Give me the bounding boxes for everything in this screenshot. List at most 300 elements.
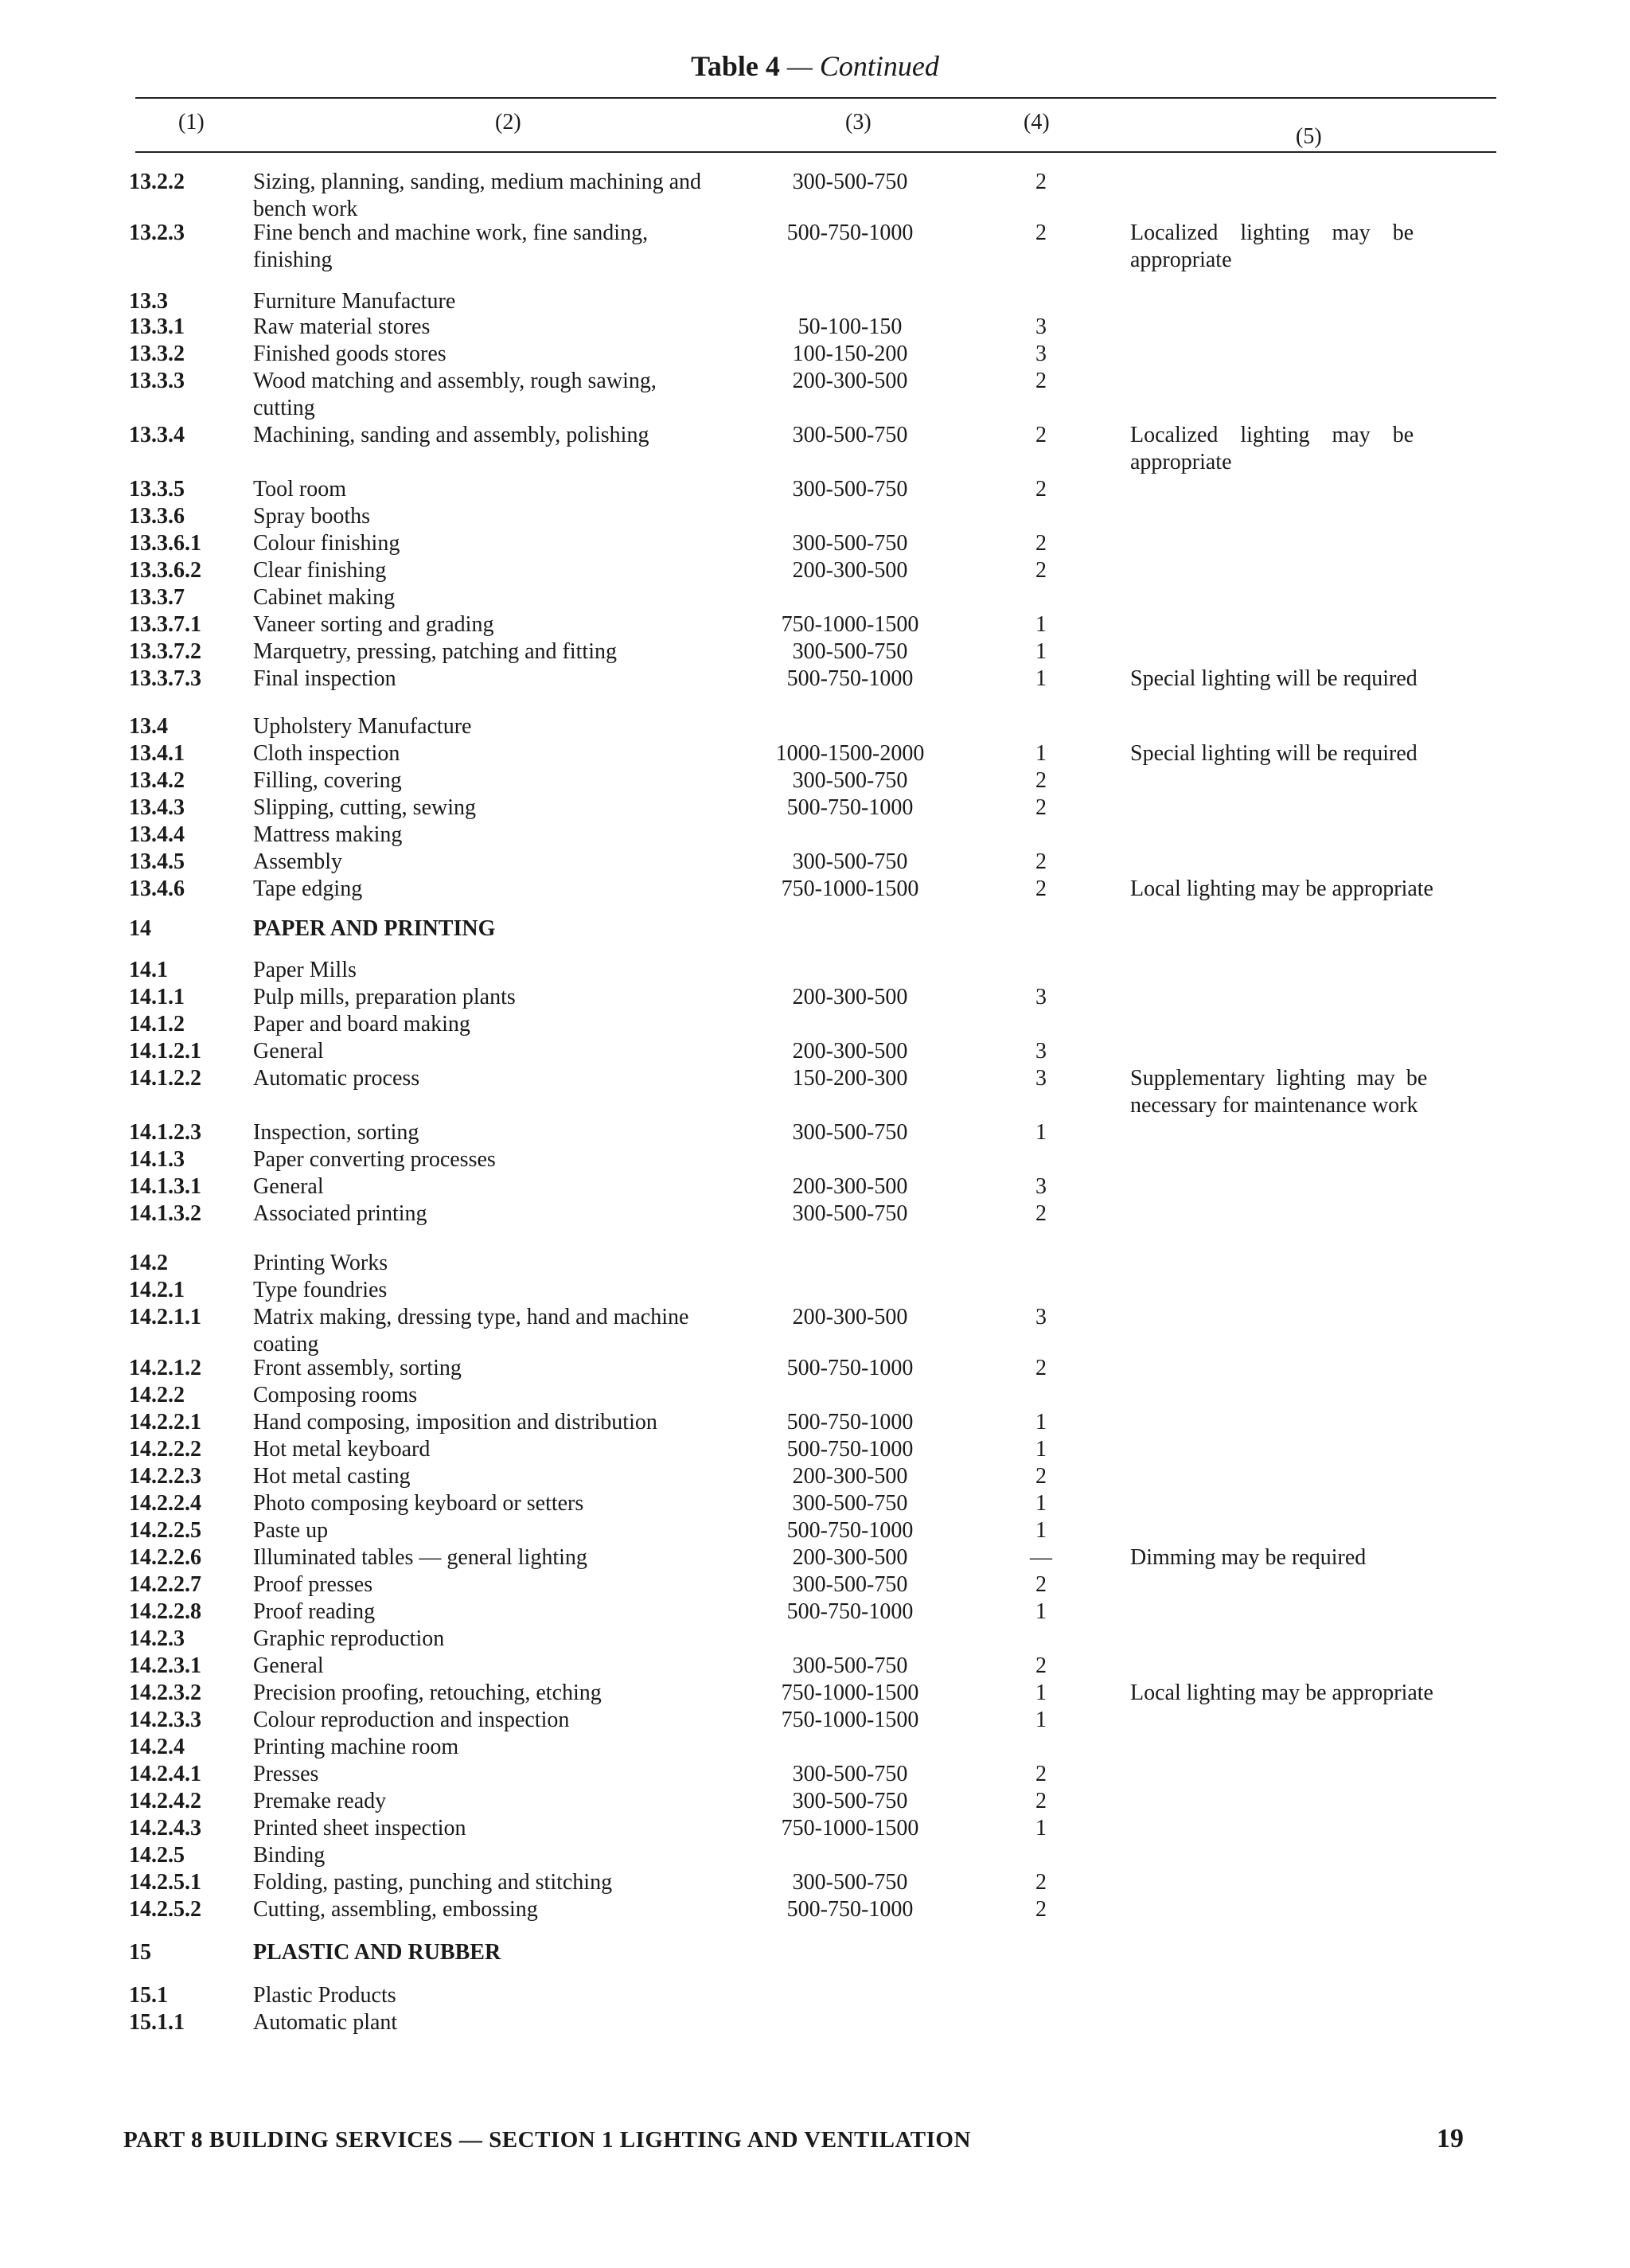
row-id: 14.2.4.3 bbox=[129, 1816, 201, 1841]
row-illuminance: 300-500-750 bbox=[792, 1762, 908, 1786]
table-row bbox=[0, 915, 1630, 943]
row-glare-class: 2 bbox=[1035, 1572, 1047, 1597]
table-row bbox=[0, 1119, 1630, 1146]
row-description-line: Finished goods stores bbox=[253, 342, 446, 366]
row-description-line: Automatic process bbox=[253, 1066, 420, 1091]
row-id: 14.2.3.1 bbox=[129, 1653, 201, 1678]
row-glare-class: 1 bbox=[1035, 666, 1047, 691]
row-remarks-continuation: appropriate bbox=[1130, 450, 1232, 474]
row-id: 15.1.1 bbox=[129, 2010, 185, 2035]
row-remarks-line: Localized lighting may be bbox=[1130, 221, 1414, 245]
row-illuminance: 500-750-1000 bbox=[786, 1437, 914, 1462]
row-description bbox=[253, 584, 395, 611]
row-id: 14.1.3 bbox=[129, 1147, 185, 1172]
row-illuminance: 500-750-1000 bbox=[786, 1356, 914, 1380]
row-illuminance: 500-750-1000 bbox=[786, 666, 914, 691]
row-description-line: Raw material stores bbox=[253, 314, 431, 339]
row-description bbox=[253, 767, 402, 794]
row-id: 14.2.3.3 bbox=[129, 1708, 201, 1732]
row-description-line: Printed sheet inspection bbox=[253, 1816, 466, 1841]
row-description bbox=[253, 1869, 612, 1896]
row-description bbox=[253, 314, 430, 341]
row-glare-class: 2 bbox=[1035, 1201, 1047, 1226]
table-row bbox=[0, 288, 1630, 315]
row-description-line: Assembly bbox=[253, 849, 342, 874]
row-description bbox=[253, 1038, 324, 1065]
row-description bbox=[253, 1277, 387, 1304]
row-illuminance: 750-1000-1500 bbox=[781, 1708, 919, 1732]
table-row bbox=[0, 1982, 1630, 2009]
row-description-line: Associated printing bbox=[253, 1201, 427, 1226]
row-description bbox=[253, 1982, 396, 2009]
table-row bbox=[0, 1146, 1630, 1173]
row-description-line: Proof reading bbox=[253, 1599, 376, 1624]
row-id: 14.1.3.2 bbox=[129, 1201, 201, 1226]
row-description bbox=[253, 220, 648, 274]
row-id: 14.1.1 bbox=[129, 985, 185, 1009]
row-id: 13.3.7.1 bbox=[129, 612, 201, 637]
row-id: 14.2.4.2 bbox=[129, 1789, 201, 1813]
table-row bbox=[0, 1544, 1630, 1571]
page-footer: PART 8 BUILDING SERVICES — SECTION 1 LIGHTING AND VENTILATION bbox=[123, 2127, 971, 2153]
table-row bbox=[0, 584, 1630, 611]
row-glare-class: 2 bbox=[1035, 768, 1047, 793]
table-row bbox=[0, 1250, 1630, 1277]
row-description bbox=[253, 1707, 569, 1734]
row-description bbox=[253, 1544, 587, 1571]
row-id: 13.3.6 bbox=[129, 504, 185, 529]
row-description-line: Mattress making bbox=[253, 822, 403, 847]
row-description-line: Photo composing keyboard or setters bbox=[253, 1491, 584, 1516]
row-description bbox=[253, 740, 400, 767]
row-description-line: Cloth inspection bbox=[253, 741, 400, 766]
row-glare-class: 2 bbox=[1035, 1870, 1047, 1895]
row-description-line: Matrix making, dressing type, hand and machine bbox=[253, 1305, 689, 1329]
table-row bbox=[0, 1490, 1630, 1517]
row-description bbox=[253, 1490, 583, 1517]
row-description bbox=[253, 1011, 470, 1038]
row-illuminance: 300-500-750 bbox=[792, 477, 908, 502]
row-glare-class: 3 bbox=[1035, 342, 1047, 366]
row-glare-class: 3 bbox=[1035, 314, 1047, 339]
row-id: 14.2.2.3 bbox=[129, 1464, 201, 1489]
row-glare-class: 1 bbox=[1035, 1708, 1047, 1732]
row-illuminance: 750-1000-1500 bbox=[781, 876, 919, 901]
row-description bbox=[253, 1571, 372, 1599]
row-remarks-line: Special lighting will be required bbox=[1130, 666, 1417, 691]
row-description bbox=[253, 1761, 318, 1788]
table-row bbox=[0, 1200, 1630, 1228]
row-glare-class: 1 bbox=[1035, 1681, 1047, 1705]
table-row bbox=[0, 1355, 1630, 1382]
row-description-line: Final inspection bbox=[253, 666, 396, 691]
table-row bbox=[0, 1409, 1630, 1436]
row-id: 14.2.4.1 bbox=[129, 1762, 201, 1786]
row-id: 14.1.2.2 bbox=[129, 1066, 201, 1091]
table-row bbox=[0, 713, 1630, 740]
table-row bbox=[0, 314, 1630, 341]
row-illuminance: 200-300-500 bbox=[792, 369, 908, 393]
table-row bbox=[0, 1653, 1630, 1680]
row-description-line: Upholstery Manufacture bbox=[253, 714, 472, 739]
row-description-line: Paste up bbox=[253, 1518, 329, 1543]
row-id: 13.3.6.1 bbox=[129, 531, 201, 556]
row-glare-class: 2 bbox=[1035, 1464, 1047, 1489]
row-description-line: Printing machine room bbox=[253, 1735, 459, 1759]
row-glare-class: 2 bbox=[1035, 1789, 1047, 1813]
column-header-5: (5) bbox=[1296, 124, 1322, 149]
row-description bbox=[253, 341, 446, 368]
row-glare-class: 2 bbox=[1035, 221, 1047, 245]
row-id: 14.2.2.6 bbox=[129, 1545, 201, 1570]
row-glare-class: 2 bbox=[1035, 876, 1047, 901]
row-remarks-line: Dimming may be required bbox=[1130, 1545, 1367, 1570]
row-id: 13.4 bbox=[129, 714, 168, 739]
row-illuminance: 300-500-750 bbox=[792, 531, 908, 556]
table-row bbox=[0, 1038, 1630, 1065]
row-description bbox=[253, 666, 396, 693]
row-id: 14.2.2.7 bbox=[129, 1572, 201, 1597]
row-glare-class: 1 bbox=[1035, 741, 1047, 766]
column-header-4: (4) bbox=[1024, 110, 1050, 135]
row-glare-class: 1 bbox=[1035, 1437, 1047, 1462]
table-row bbox=[0, 1599, 1630, 1626]
row-description-line: Folding, pasting, punching and stitching bbox=[253, 1870, 613, 1895]
row-description-line: Paper and board making bbox=[253, 1012, 470, 1036]
table-row bbox=[0, 822, 1630, 849]
row-description-line: Colour reproduction and inspection bbox=[253, 1708, 570, 1732]
row-description bbox=[253, 915, 495, 943]
table-row bbox=[0, 1761, 1630, 1788]
table-title-label: Table 4 bbox=[691, 50, 780, 82]
row-illuminance: 300-500-750 bbox=[792, 639, 908, 664]
row-glare-class: 2 bbox=[1035, 795, 1047, 820]
row-illuminance: 500-750-1000 bbox=[786, 1897, 914, 1922]
row-illuminance: 1000-1500-2000 bbox=[775, 741, 925, 766]
row-description bbox=[253, 1939, 501, 1966]
table-row bbox=[0, 476, 1630, 503]
row-id: 13.2.2 bbox=[129, 170, 185, 194]
row-glare-class: 2 bbox=[1035, 849, 1047, 874]
row-description-line: Paper converting processes bbox=[253, 1147, 496, 1172]
row-id: 14.1.2 bbox=[129, 1012, 185, 1036]
row-id: 14.1.3.1 bbox=[129, 1174, 201, 1199]
row-glare-class: 2 bbox=[1035, 477, 1047, 502]
row-description-line: Vaneer sorting and grading bbox=[253, 612, 494, 637]
row-id: 13.3.1 bbox=[129, 314, 185, 339]
table-row bbox=[0, 2009, 1630, 2036]
row-id: 14.2.2.5 bbox=[129, 1518, 201, 1543]
row-description bbox=[253, 1250, 388, 1277]
row-glare-class: 1 bbox=[1035, 1816, 1047, 1841]
table-top-rule bbox=[135, 97, 1496, 99]
row-description-line: Colour finishing bbox=[253, 531, 400, 556]
row-description bbox=[253, 713, 471, 740]
row-description bbox=[253, 611, 493, 638]
row-description bbox=[253, 1304, 688, 1358]
table-row bbox=[0, 794, 1630, 822]
row-id: 14.2.5 bbox=[129, 1843, 185, 1868]
table-row bbox=[0, 1788, 1630, 1815]
row-description bbox=[253, 1517, 328, 1544]
row-illuminance: 300-500-750 bbox=[792, 423, 908, 447]
table-row bbox=[0, 1382, 1630, 1409]
row-id: 14.2.1.1 bbox=[129, 1305, 201, 1329]
row-remarks bbox=[1130, 740, 1417, 767]
row-remarks-continuation: appropriate bbox=[1130, 248, 1232, 272]
row-description bbox=[253, 1382, 417, 1409]
row-description-line: Proof presses bbox=[253, 1572, 373, 1597]
row-glare-class: 3 bbox=[1035, 1066, 1047, 1091]
row-illuminance: 150-200-300 bbox=[792, 1066, 908, 1091]
row-glare-class: 1 bbox=[1035, 612, 1047, 637]
row-id: 14.1.2.1 bbox=[129, 1039, 201, 1064]
row-description bbox=[253, 1355, 462, 1382]
row-description-line: Wood matching and assembly, rough sawing, bbox=[253, 369, 657, 393]
table-row bbox=[0, 611, 1630, 638]
row-description-line: Hot metal casting bbox=[253, 1464, 411, 1489]
row-id: 13.3.2 bbox=[129, 342, 185, 366]
row-glare-class: 1 bbox=[1035, 1518, 1047, 1543]
row-description-continuation: cutting bbox=[253, 396, 315, 420]
row-illuminance: 200-300-500 bbox=[792, 1039, 908, 1064]
row-id: 14.2.1 bbox=[129, 1278, 185, 1302]
row-id: 15 bbox=[129, 1940, 151, 1965]
row-id: 14.2.2.1 bbox=[129, 1410, 201, 1435]
table-row bbox=[0, 849, 1630, 876]
row-id: 13.4.2 bbox=[129, 768, 185, 793]
row-remarks-line: Localized lighting may be bbox=[1130, 423, 1414, 447]
table-title-suffix: — Continued bbox=[786, 50, 939, 82]
row-description bbox=[253, 822, 402, 849]
row-id: 13.3 bbox=[129, 289, 168, 314]
column-header-2: (2) bbox=[495, 110, 521, 135]
row-glare-class: 2 bbox=[1035, 170, 1047, 194]
header-bottom-rule bbox=[135, 151, 1496, 153]
row-id: 13.3.7.3 bbox=[129, 666, 201, 691]
row-id: 13.4.3 bbox=[129, 795, 185, 820]
table-row bbox=[0, 1517, 1630, 1544]
row-description-line: Paper Mills bbox=[253, 958, 357, 982]
row-remarks bbox=[1130, 666, 1417, 693]
table-row bbox=[0, 1463, 1630, 1490]
row-description-line: Composing rooms bbox=[253, 1383, 418, 1407]
row-id: 14 bbox=[129, 916, 151, 941]
row-description-line: Spray booths bbox=[253, 504, 370, 529]
table-row bbox=[0, 1011, 1630, 1038]
row-id: 14.2.1.2 bbox=[129, 1356, 201, 1380]
row-description-line: Filling, covering bbox=[253, 768, 402, 793]
row-description-line: Furniture Manufacture bbox=[253, 289, 456, 314]
table-row bbox=[0, 341, 1630, 368]
row-description bbox=[253, 530, 400, 557]
column-header-3: (3) bbox=[845, 110, 872, 135]
row-illuminance: 300-500-750 bbox=[792, 1870, 908, 1895]
row-illuminance: 500-750-1000 bbox=[786, 1518, 914, 1543]
row-description bbox=[253, 1653, 324, 1680]
row-illuminance: 100-150-200 bbox=[792, 342, 908, 366]
table-row bbox=[0, 557, 1630, 584]
row-description-line: Machining, sanding and assembly, polishing bbox=[253, 423, 649, 447]
row-id: 14.2.2.4 bbox=[129, 1491, 201, 1516]
row-id: 14.2.2.8 bbox=[129, 1599, 201, 1624]
row-glare-class: 2 bbox=[1035, 558, 1047, 583]
table-row bbox=[0, 503, 1630, 530]
table-row bbox=[0, 1680, 1630, 1707]
table-row bbox=[0, 422, 1630, 474]
row-id: 13.3.6.2 bbox=[129, 558, 201, 583]
table-row bbox=[0, 1896, 1630, 1923]
row-illuminance: 750-1000-1500 bbox=[781, 1681, 919, 1705]
row-illuminance: 50-100-150 bbox=[797, 314, 903, 339]
table-row bbox=[0, 876, 1630, 903]
table-row bbox=[0, 1939, 1630, 1966]
row-glare-class: 2 bbox=[1035, 423, 1047, 447]
row-description-line: Slipping, cutting, sewing bbox=[253, 795, 476, 820]
row-id: 13.3.7.2 bbox=[129, 639, 201, 664]
row-description-line: General bbox=[253, 1653, 324, 1678]
table-row bbox=[0, 957, 1630, 984]
row-description bbox=[253, 1599, 375, 1626]
row-remarks bbox=[1130, 1544, 1366, 1571]
row-glare-class: 1 bbox=[1035, 1491, 1047, 1516]
row-glare-class: — bbox=[1030, 1545, 1052, 1570]
row-description-line: Inspection, sorting bbox=[253, 1120, 419, 1145]
table-row bbox=[0, 1304, 1630, 1357]
row-illuminance: 300-500-750 bbox=[792, 1789, 908, 1813]
row-glare-class: 1 bbox=[1035, 1120, 1047, 1145]
row-description-line: Illuminated tables — general lighting bbox=[253, 1545, 587, 1570]
row-description-line: Sizing, planning, sanding, medium machining and bbox=[253, 170, 702, 194]
row-description bbox=[253, 1815, 466, 1842]
row-description bbox=[253, 1065, 419, 1092]
row-illuminance: 300-500-750 bbox=[792, 768, 908, 793]
row-glare-class: 2 bbox=[1035, 1653, 1047, 1678]
row-description-line: Plastic Products bbox=[253, 1983, 396, 2008]
row-description-line: Cabinet making bbox=[253, 585, 396, 610]
table-row bbox=[0, 1277, 1630, 1304]
row-description bbox=[253, 476, 346, 503]
row-id: 13.3.4 bbox=[129, 423, 185, 447]
row-description bbox=[253, 422, 649, 449]
row-description-line: Binding bbox=[253, 1843, 326, 1868]
row-description-line: PAPER AND PRINTING bbox=[253, 916, 496, 941]
row-illuminance: 300-500-750 bbox=[792, 1491, 908, 1516]
row-illuminance: 300-500-750 bbox=[792, 1653, 908, 1678]
row-remarks bbox=[1130, 422, 1414, 476]
table-row bbox=[0, 1707, 1630, 1734]
row-id: 13.4.1 bbox=[129, 741, 185, 766]
table-row bbox=[0, 638, 1630, 666]
row-description-line: Pulp mills, preparation plants bbox=[253, 985, 516, 1009]
row-description bbox=[253, 1200, 427, 1228]
row-description-continuation: finishing bbox=[253, 248, 333, 272]
table-row bbox=[0, 1065, 1630, 1118]
row-description-line: Hand composing, imposition and distribution bbox=[253, 1410, 657, 1435]
row-glare-class: 3 bbox=[1035, 1174, 1047, 1199]
row-id: 14.2.2 bbox=[129, 1383, 185, 1407]
row-description bbox=[253, 794, 476, 822]
row-illuminance: 500-750-1000 bbox=[786, 221, 914, 245]
table-row bbox=[0, 1734, 1630, 1761]
row-id: 13.2.3 bbox=[129, 221, 185, 245]
row-description bbox=[253, 169, 701, 223]
row-description-line: Automatic plant bbox=[253, 2010, 398, 2035]
row-glare-class: 2 bbox=[1035, 1356, 1047, 1380]
row-description-line: Graphic reproduction bbox=[253, 1626, 445, 1651]
row-description-line: Cutting, assembling, embossing bbox=[253, 1897, 538, 1922]
table-row bbox=[0, 767, 1630, 794]
row-remarks-line: Special lighting will be required bbox=[1130, 741, 1417, 766]
row-id: 14.2.3.2 bbox=[129, 1681, 201, 1705]
row-description bbox=[253, 2009, 397, 2036]
row-glare-class: 3 bbox=[1035, 1039, 1047, 1064]
row-remarks-line: Local lighting may be appropriate bbox=[1130, 1681, 1433, 1705]
row-description-line: Tape edging bbox=[253, 876, 363, 901]
row-remarks bbox=[1130, 1065, 1427, 1119]
row-description bbox=[253, 849, 342, 876]
row-id: 14.2.2.2 bbox=[129, 1437, 201, 1462]
row-illuminance: 200-300-500 bbox=[792, 1174, 908, 1199]
row-id: 14.1.2.3 bbox=[129, 1120, 201, 1145]
row-id: 14.2.4 bbox=[129, 1735, 185, 1759]
table-row bbox=[0, 1626, 1630, 1653]
row-remarks bbox=[1130, 876, 1433, 903]
row-description-line: General bbox=[253, 1174, 324, 1199]
page-number: 19 bbox=[1437, 2124, 1464, 2153]
row-description bbox=[253, 503, 370, 530]
row-description bbox=[253, 1734, 458, 1761]
row-description bbox=[253, 638, 617, 666]
row-id: 13.4.5 bbox=[129, 849, 185, 874]
row-description-line: PLASTIC AND RUBBER bbox=[253, 1940, 501, 1965]
row-id: 14.2.5.2 bbox=[129, 1897, 201, 1922]
table-row bbox=[0, 740, 1630, 767]
row-illuminance: 500-750-1000 bbox=[786, 1599, 914, 1624]
row-description-line: Type foundries bbox=[253, 1278, 388, 1302]
row-description bbox=[253, 1146, 496, 1173]
row-description-continuation: coating bbox=[253, 1332, 319, 1357]
row-id: 14.2.3 bbox=[129, 1626, 185, 1651]
row-illuminance: 200-300-500 bbox=[792, 1305, 908, 1329]
row-illuminance: 300-500-750 bbox=[792, 170, 908, 194]
row-id: 15.1 bbox=[129, 1983, 168, 2008]
row-description bbox=[253, 876, 362, 903]
row-description bbox=[253, 368, 657, 422]
row-id: 13.3.7 bbox=[129, 585, 185, 610]
row-description-line: Fine bench and machine work, fine sanding, bbox=[253, 221, 649, 245]
row-description-line: Precision proofing, retouching, etching bbox=[253, 1681, 602, 1705]
row-description bbox=[253, 557, 386, 584]
row-glare-class: 1 bbox=[1035, 1599, 1047, 1624]
row-glare-class: 1 bbox=[1035, 1410, 1047, 1435]
row-id: 14.2.5.1 bbox=[129, 1870, 201, 1895]
table-row bbox=[0, 220, 1630, 272]
row-illuminance: 750-1000-1500 bbox=[781, 1816, 919, 1841]
row-illuminance: 200-300-500 bbox=[792, 1464, 908, 1489]
table-row bbox=[0, 666, 1630, 693]
row-remarks bbox=[1130, 1680, 1433, 1707]
row-description bbox=[253, 1626, 444, 1653]
row-illuminance: 300-500-750 bbox=[792, 849, 908, 874]
row-illuminance: 750-1000-1500 bbox=[781, 612, 919, 637]
row-description bbox=[253, 1788, 386, 1815]
row-id: 13.3.3 bbox=[129, 369, 185, 393]
row-description-line: Hot metal keyboard bbox=[253, 1437, 431, 1462]
row-glare-class: 2 bbox=[1035, 531, 1047, 556]
row-glare-class: 2 bbox=[1035, 1762, 1047, 1786]
table-row bbox=[0, 530, 1630, 557]
